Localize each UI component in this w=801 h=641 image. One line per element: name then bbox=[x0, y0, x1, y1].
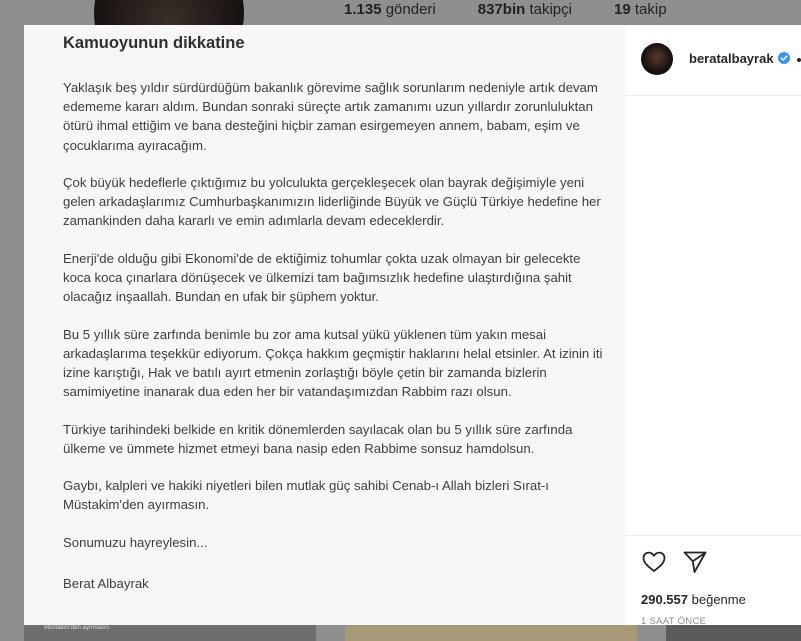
paper-plane-icon[interactable] bbox=[682, 549, 708, 575]
post-modal bbox=[24, 25, 801, 625]
thumbnail-caption: Müstakim'den ayırmasın. bbox=[44, 625, 111, 631]
posts-stat[interactable] bbox=[344, 0, 436, 22]
posts-count: 1.135 bbox=[344, 1, 382, 18]
statement-paragraph: Yaklaşık beş yıldır sürdürdüğüm bakanlık görevime sağlık sorunlarım nedeniyle artık devam edememe kararı aldım. Bundan sonraki süreçte artık zamanımı uzun yıllardır zorunluluktan ötürü ihmal ettiğim ve bana desteğini hiçbir zaman esirgemeyen annem, babam, eşim ve çocuklarıma ayıracağım. bbox=[63, 80, 598, 153]
profile-stats bbox=[344, 0, 709, 22]
likes-count[interactable] bbox=[641, 592, 746, 607]
following-label: takip bbox=[634, 1, 667, 18]
post-sidebar bbox=[625, 25, 801, 625]
author-username-row bbox=[689, 51, 790, 66]
more-options-icon[interactable] bbox=[797, 58, 801, 62]
likes-number: 290.557 bbox=[641, 592, 688, 607]
verified-badge-icon bbox=[778, 52, 790, 64]
statement-document bbox=[63, 33, 603, 611]
posts-label: gönderi bbox=[385, 1, 436, 18]
statement-paragraph: Gaybı, kalpleri ve hakiki niyetleri bilen mutlak güç sahibi Cenab-ı Allah bizleri Sırat-ı Müstakim'den ayırmasın. bbox=[63, 478, 549, 513]
statement-paragraph: Çok büyük hedeflerle çıktığımız bu yolculukta gerçekleşecek olan bayrak değişimiyle yeni gelen arkadaşlarımız Cumhurbaşkanımızın liderliğinde Büyük ve Güçlü Türkiye hedefine her zamankinden daha kararlı ve emin adımlarla devam edeceklerdir. bbox=[63, 175, 601, 229]
following-stat[interactable] bbox=[614, 0, 667, 22]
post-actions bbox=[641, 549, 708, 575]
post-footer bbox=[625, 535, 801, 626]
statement-title: Kamuoyunun dikkatine bbox=[63, 34, 245, 52]
followers-stat[interactable] bbox=[478, 0, 572, 22]
statement-paragraph: Türkiye tarihindeki belkide en kritik dönemlerden sayılacak olan bu 5 yıllık süre zarfında ülkeme ve ümmete hizmet etmeyi bana nasip eden Rabbime sonsuz hamdolsun. bbox=[63, 421, 573, 456]
likes-label: beğenme bbox=[691, 592, 746, 607]
author-username[interactable]: beratalbayrak bbox=[689, 51, 774, 66]
statement-paragraph: Bu 5 yıllık süre zarfında benimle bu zor ama kutsal yükü yüklenen tüm yakın mesai arkadaşlarıma teşekkür ediyorum. Çokça hakkım geçmiştir haklarını helal etsinler. At izinin iti izine karıştığı, Hak ve batılı ayırt etmenin zorlaştığı böyle çetin bir zamanda bizlerin samimiyetine inanarak dua eden her bir vatandaşımızdan Rabbim razı olsun. bbox=[63, 326, 603, 400]
author-avatar[interactable] bbox=[641, 43, 673, 75]
post-header bbox=[625, 25, 801, 96]
post-image[interactable] bbox=[24, 25, 625, 625]
statement-signature: Berat Albayrak bbox=[63, 575, 149, 591]
comments-area bbox=[625, 96, 801, 534]
heart-icon[interactable] bbox=[641, 549, 667, 575]
statement-paragraph: Enerji'de olduğu gibi Ekonomi'de de ektiğimiz tohumlar çokta uzak olmayan bir gelecekte koca koca çınarlara dönüşecek ve ülkemizi tam bağımsızlık hedefine ulaştırdığına şahit olacağız inşaallah. Bundan en ufak bir şüphem yoktur. bbox=[63, 250, 581, 305]
statement-closing: Sonumuzu hayreylesin... bbox=[63, 534, 208, 550]
following-count: 19 bbox=[614, 1, 631, 18]
grid-thumbnail[interactable] bbox=[345, 624, 637, 641]
followers-label: takipçi bbox=[529, 1, 572, 18]
post-timestamp[interactable]: 1 SAAT ÖNCE bbox=[641, 616, 707, 627]
followers-count: 837bin bbox=[477, 1, 526, 18]
